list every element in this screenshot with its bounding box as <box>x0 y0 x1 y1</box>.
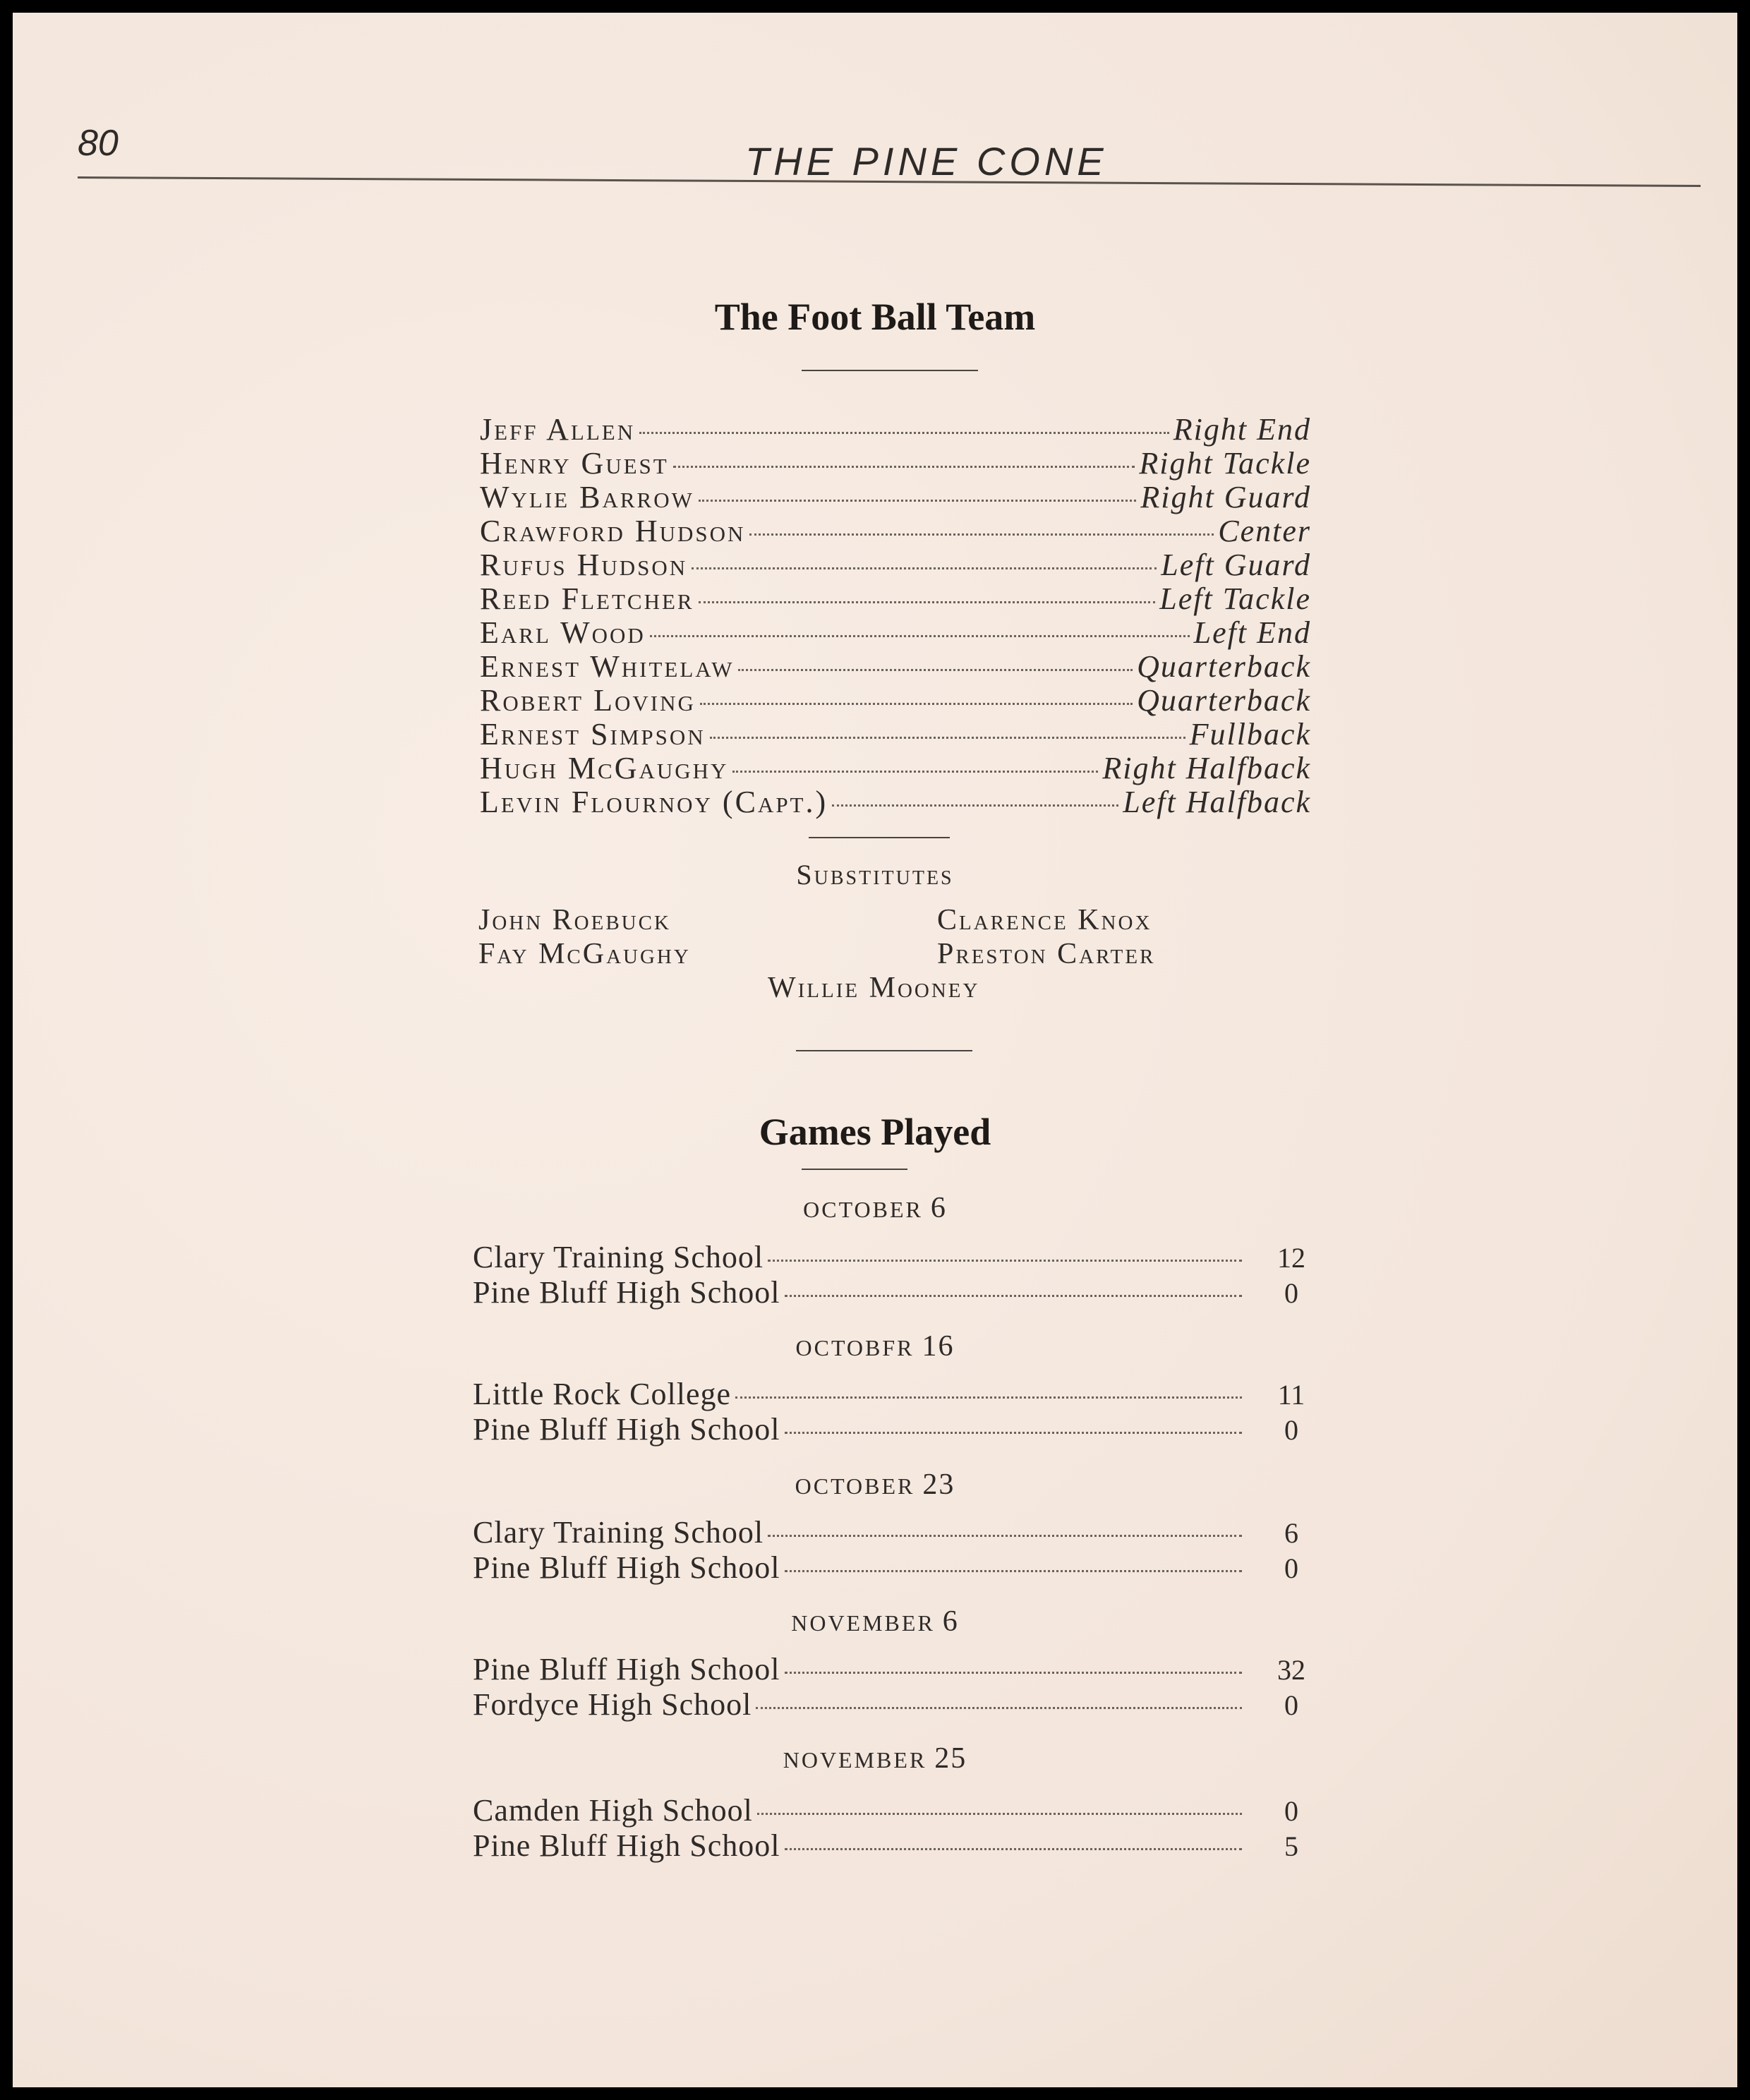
team-name: Clary Training School <box>473 1240 764 1274</box>
leader-dots <box>699 500 1137 502</box>
games-title: Games Played <box>759 1111 991 1153</box>
leader-dots <box>832 804 1118 807</box>
team-score: 11 <box>1277 1379 1305 1411</box>
player-name: Rufus Hudson <box>480 548 688 582</box>
player-position: Left Halfback <box>1123 785 1311 819</box>
player-position: Right End <box>1173 412 1311 447</box>
leader-dots <box>749 533 1214 536</box>
team-name: Pine Bluff High School <box>473 1652 780 1686</box>
team-score: 6 <box>1284 1517 1298 1549</box>
leader-dots <box>732 771 1098 773</box>
player-name: Ernest Simpson <box>480 717 706 752</box>
divider <box>802 370 978 371</box>
page-number: 80 <box>78 123 119 164</box>
team-score: 0 <box>1284 1795 1298 1827</box>
player-position: Left Guard <box>1161 548 1311 582</box>
roster-row <box>480 411 1311 445</box>
leader-dots <box>710 737 1185 739</box>
divider <box>802 1169 907 1170</box>
team-score: 0 <box>1284 1277 1298 1309</box>
roster-row <box>480 682 1311 716</box>
game-month: OCTOBFR <box>795 1335 915 1360</box>
game-line <box>473 1411 1312 1447</box>
team-name: Pine Bluff High School <box>473 1275 780 1310</box>
game-line <box>473 1686 1312 1722</box>
substitute-name: Preston Carter <box>937 938 1156 970</box>
team-score: 32 <box>1277 1654 1305 1686</box>
leader-dots <box>785 1672 1242 1674</box>
roster-row <box>480 716 1311 750</box>
team-score: 12 <box>1277 1242 1305 1274</box>
player-position: Right Halfback <box>1102 751 1311 785</box>
roster-row <box>480 445 1311 479</box>
leader-dots <box>639 432 1169 434</box>
game-date <box>13 1191 1737 1225</box>
leader-dots <box>738 669 1133 671</box>
player-position: Left End <box>1193 615 1311 650</box>
substitute-name: Willie Mooney <box>768 972 980 1004</box>
player-name: Jeff Allen <box>480 412 636 447</box>
roster-row <box>480 581 1311 615</box>
game-line <box>473 1274 1312 1310</box>
leader-dots <box>756 1707 1242 1709</box>
game-line <box>473 1514 1312 1550</box>
substitute-name: Clarence Knox <box>937 904 1152 936</box>
player-position: Center <box>1218 514 1311 548</box>
roster-row <box>480 648 1311 682</box>
team-name: Camden High School <box>473 1793 753 1828</box>
game-line <box>473 1239 1312 1274</box>
game-line <box>473 1550 1312 1585</box>
team-score: 0 <box>1284 1552 1298 1584</box>
leader-dots <box>700 703 1133 705</box>
game-day: 6 <box>942 1605 959 1638</box>
game-month: NOVEMBER <box>783 1747 927 1773</box>
document-page <box>13 13 1737 2087</box>
substitute-name: John Roebuck <box>478 904 671 936</box>
leader-dots <box>768 1260 1242 1262</box>
team-name: Fordyce High School <box>473 1687 752 1722</box>
leader-dots <box>785 1570 1242 1572</box>
player-position: Right Guard <box>1140 480 1311 514</box>
game-line <box>473 1376 1312 1411</box>
player-name: Robert Loving <box>480 683 696 718</box>
team-title: The Foot Ball Team <box>714 296 1036 338</box>
team-score: 0 <box>1284 1414 1298 1446</box>
leader-dots <box>699 601 1156 603</box>
game-month: OCTOBER <box>795 1473 915 1499</box>
player-position: Fullback <box>1189 717 1311 752</box>
leader-dots <box>768 1535 1242 1537</box>
roster-row <box>480 750 1311 784</box>
player-name: Henry Guest <box>480 446 669 481</box>
team-name: Little Rock College <box>473 1377 732 1411</box>
leader-dots <box>785 1848 1242 1850</box>
game-day: 6 <box>930 1192 947 1224</box>
roster-row <box>480 615 1311 648</box>
game-day: 23 <box>922 1468 955 1501</box>
leader-dots <box>785 1432 1242 1434</box>
player-position: Quarterback <box>1137 683 1311 718</box>
roster-row <box>480 784 1311 818</box>
team-name: Pine Bluff High School <box>473 1550 780 1585</box>
roster-row <box>480 479 1311 513</box>
team-name: Pine Bluff High School <box>473 1828 780 1863</box>
player-name: Earl Wood <box>480 615 646 650</box>
game-date <box>13 1329 1737 1363</box>
roster-row <box>480 513 1311 547</box>
player-position: Left Tackle <box>1159 581 1311 616</box>
game-line <box>473 1792 1312 1828</box>
game-line <box>473 1651 1312 1686</box>
player-name: Crawford Hudson <box>480 514 746 548</box>
substitute-name: Fay McGaughy <box>478 938 691 970</box>
leader-dots <box>735 1396 1242 1399</box>
player-name: Wylie Barrow <box>480 480 694 514</box>
player-name: Ernest Whitelaw <box>480 649 735 684</box>
game-month: OCTOBER <box>803 1197 923 1222</box>
player-position: Quarterback <box>1137 649 1311 684</box>
leader-dots <box>757 1813 1242 1815</box>
team-name: Clary Training School <box>473 1515 764 1550</box>
game-month: NOVEMBER <box>791 1610 935 1636</box>
leader-dots <box>673 466 1135 468</box>
leader-dots <box>692 567 1157 569</box>
team-name: Pine Bluff High School <box>473 1412 780 1447</box>
team-score: 5 <box>1284 1830 1298 1862</box>
player-name: Hugh McGaughy <box>480 751 729 785</box>
running-header: THE PINE CONE <box>745 139 1108 183</box>
divider <box>796 1050 972 1051</box>
game-date <box>13 1742 1737 1775</box>
team-score: 0 <box>1284 1689 1298 1721</box>
game-day: 16 <box>922 1330 955 1363</box>
game-day: 25 <box>934 1742 967 1775</box>
game-line <box>473 1828 1312 1863</box>
player-name: Levin Flournoy (Capt.) <box>480 785 828 819</box>
roster-row <box>480 547 1311 581</box>
leader-dots <box>650 635 1190 637</box>
substitutes-heading: Substitutes <box>796 859 954 891</box>
game-date <box>13 1468 1737 1502</box>
leader-dots <box>785 1295 1242 1297</box>
player-name: Reed Fletcher <box>480 581 694 616</box>
player-position: Right Tackle <box>1139 446 1311 481</box>
divider <box>809 837 950 838</box>
game-date <box>13 1605 1737 1639</box>
